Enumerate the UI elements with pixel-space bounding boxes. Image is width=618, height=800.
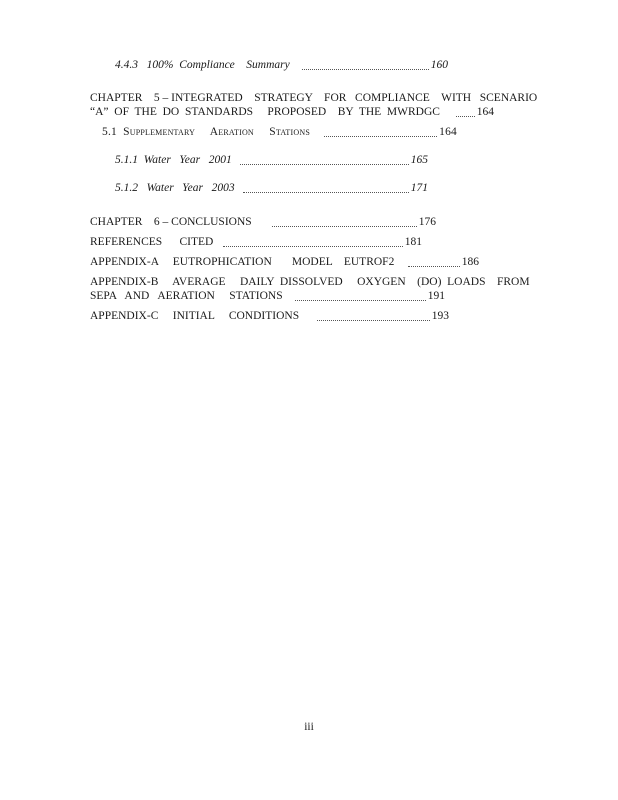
toc-page-number: 181 [404,236,422,248]
toc-references[interactable] [90,236,422,249]
toc-page-number: 191 [427,290,445,302]
toc-page-number: 176 [418,216,436,228]
page-number: iii [304,721,314,733]
toc-appendix-b-line1[interactable] [90,276,530,289]
toc-section-5-1[interactable] [102,126,457,139]
toc-page-number: 165 [410,154,428,166]
dot-leader [272,226,417,227]
toc-entry-label: CHAPTER 5 – INTEGRATED STRATEGY FOR COMPLIANCE WITH SCENARIO [90,92,538,104]
toc-appendix-c[interactable] [90,310,449,323]
toc-appendix-b-line2[interactable] [90,290,445,303]
toc-page-number: 171 [410,182,428,194]
toc-entry-label: “A” OF THE DO STANDARDS PROPOSED BY THE MWRDGC [90,106,440,118]
toc-section-5-1-2[interactable] [115,182,428,195]
toc-entry-label: 5.1 Supplementary Aeration Stations [102,126,310,138]
toc-entry-4-4-3[interactable] [115,59,448,72]
toc-page-number: 193 [431,310,449,322]
toc-entry-label: 4.4.3 100% Compliance Summary [115,59,290,71]
toc-page-number: 186 [461,256,479,268]
dot-leader [408,266,459,267]
toc-entry-label: APPENDIX-C INITIAL CONDITIONS [90,310,300,322]
toc-page-number: 164 [439,126,457,138]
toc-entry-label: APPENDIX-B AVERAGE DAILY DISSOLVED OXYGEN (DO) LOADS FROM [90,276,530,288]
toc-entry-label: REFERENCES CITED [90,236,214,248]
toc-chapter-6[interactable] [90,216,436,229]
dot-leader [317,320,430,321]
toc-page-number: 160 [430,59,448,71]
toc-entry-label: 5.1.2 Water Year 2003 [115,182,235,194]
page-number-footer [0,721,618,734]
toc-entry-label: SEPA AND AERATION STATIONS [90,290,283,302]
dot-leader [456,116,475,117]
toc-chapter-5-line1[interactable] [90,92,538,105]
toc-appendix-a[interactable] [90,256,479,269]
dot-leader [223,246,402,247]
dot-leader [295,300,426,301]
toc-entry-label: APPENDIX-A EUTROPHICATION MODEL EUTROF2 [90,256,395,268]
dot-leader [240,164,409,165]
toc-entry-label: CHAPTER 6 – CONCLUSIONS [90,216,252,228]
toc-section-5-1-1[interactable] [115,154,428,167]
dot-leader [302,69,429,70]
toc-entry-label: 5.1.1 Water Year 2001 [115,154,232,166]
toc-page-number: 164 [476,106,494,118]
dot-leader [324,136,437,137]
dot-leader [243,192,409,193]
toc-chapter-5-line2[interactable] [90,106,494,119]
